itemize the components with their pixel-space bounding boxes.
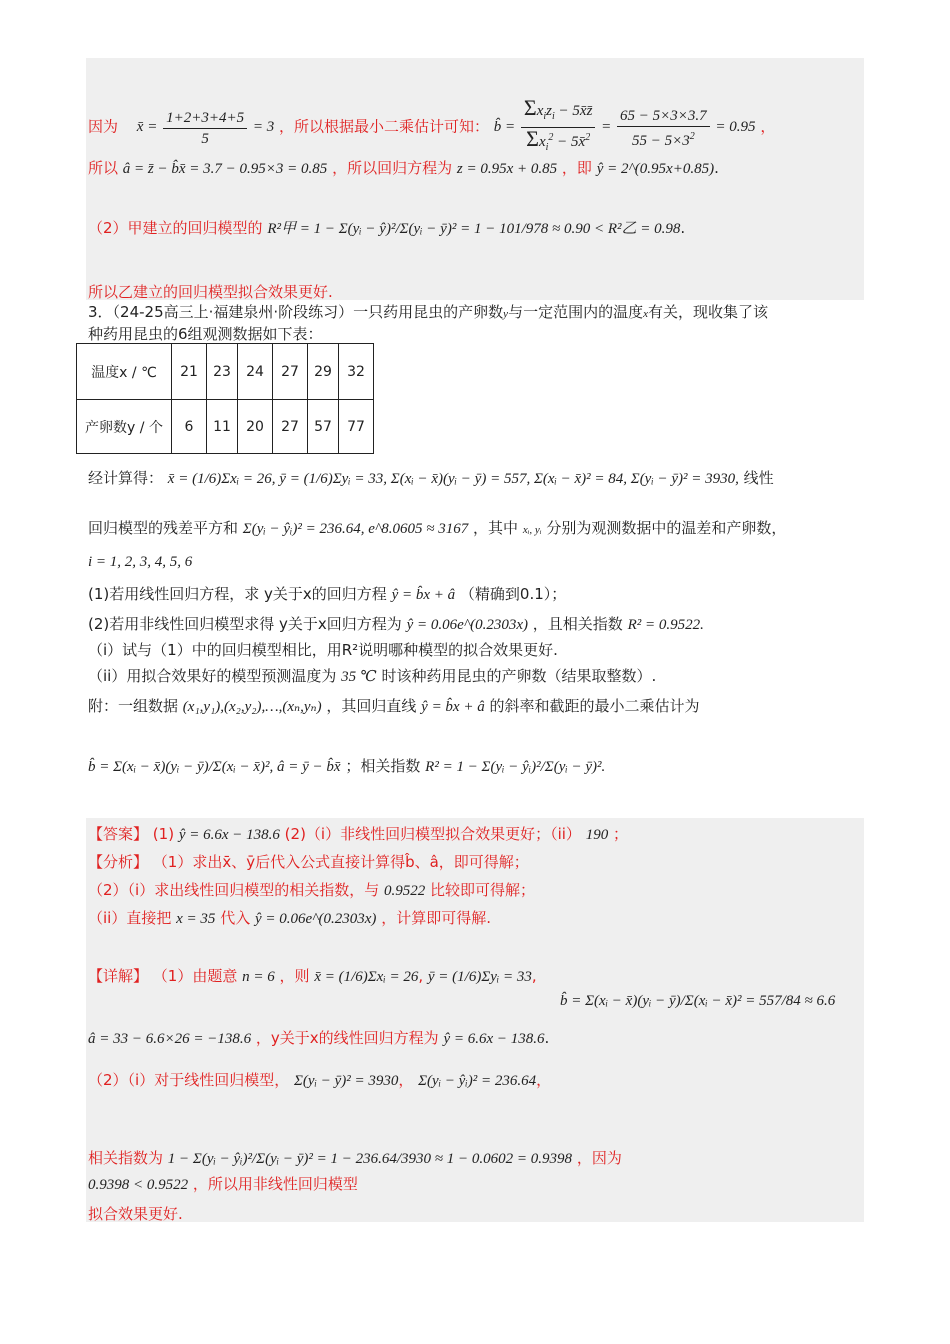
problem-text: 经计算得： — [88, 469, 164, 487]
problem-text: y关于x回归方程为 — [279, 615, 402, 633]
prev-solution-block — [86, 58, 864, 300]
observation-table — [76, 343, 374, 454]
analysis-text: （2）（i）求出线性回归模型的相关指数，与 — [88, 881, 380, 899]
problem-text: 时该种药用昆虫的产卵数（结果取整数）. — [381, 667, 657, 685]
detail-line-4b — [88, 1174, 358, 1195]
problem-text: 回归模型的残差平方和 — [88, 519, 239, 537]
question-2i: （i）试与（1）中的回归模型相比，用R²说明哪种模型的拟合效果更好. — [88, 641, 558, 659]
problem-text: 有关，现收集了该 — [647, 303, 768, 321]
prev-text: 所以 — [88, 159, 119, 177]
prev-text: （2）甲建立的回归模型的 — [88, 219, 263, 237]
answer-label: 【答案】 — [88, 825, 149, 843]
r2-comparison: R²甲 = 1 − Σ(yᵢ − ŷ)²/Σ(yᵢ − ȳ)² = 1 − 101/978 ≈ 0.90 < R²乙 = 0.98 — [267, 221, 681, 237]
answer-value: 190 — [585, 827, 609, 843]
detail-label: 【详解】 — [88, 967, 149, 985]
analysis-text: ，计算即可得解. — [381, 909, 491, 927]
table-cell: 23 — [207, 344, 238, 400]
linear-result: ŷ = 6.6x − 138.6 — [443, 1031, 545, 1047]
table-row-temperature — [77, 344, 374, 400]
residual-formula: Σ(yᵢ − ŷᵢ)² = 236.64, e^8.0605 ≈ 3167 — [242, 521, 469, 537]
nonlinear-model: ŷ = 0.06e^(0.2303x) — [406, 617, 528, 633]
answer-line — [88, 824, 628, 845]
table-row-label: 产卵数y / 个 — [77, 400, 172, 454]
ybar-value: ȳ = (1/6)Σyᵢ = 33 — [427, 969, 532, 985]
analysis-text: 代入 — [220, 909, 251, 927]
problem-text: （精确到0.1）； — [459, 585, 567, 603]
r2-linear: 1 − Σ(yᵢ − ŷᵢ)²/Σ(yᵢ − ȳ)² = 1 − 236.64/3930 ≈ 1 − 0.0602 = 0.9398 — [167, 1151, 573, 1167]
var-x: x — [643, 308, 648, 320]
problem-text: ，其回归直线 — [326, 697, 417, 715]
table-cell: 27 — [273, 344, 308, 400]
analysis-line-3 — [88, 908, 491, 929]
analysis-text: （ii）直接把 — [88, 909, 172, 927]
nonlinear-model: ŷ = 0.06e^(0.2303x) — [254, 911, 377, 927]
residual-vars: xᵢ, yᵢ — [522, 524, 542, 536]
question-2ii — [88, 666, 656, 687]
data-points: (x₁,y₁),(x₂,y₂),…,(xₙ,yₙ) — [182, 699, 322, 715]
linear-model: ŷ = b̂x + â — [391, 587, 456, 603]
correlation-index-formula: R² = 1 − Σ(yᵢ − ŷᵢ)²/Σ(yᵢ − ȳ)². — [425, 759, 606, 775]
answer-text: (1) — [152, 825, 175, 843]
table-cell: 32 — [339, 344, 374, 400]
xbar-value: x̄ = (1/6)Σxᵢ = 26 — [314, 969, 419, 985]
answer-equation: ŷ = 6.6x − 138.6 — [178, 827, 280, 843]
least-squares-formula: b̂ = Σ(xᵢ − x̄)(yᵢ − ȳ)/Σ(xᵢ − x̄)², â = ȳ − b̂x̄ — [88, 759, 341, 775]
prev-text: ，即 — [561, 159, 592, 177]
table-cell: 20 — [238, 400, 273, 454]
problem-text: (2)若用非线性回归模型求得 — [88, 615, 275, 633]
prev-text: 因为 — [88, 117, 119, 136]
prev-line-2: 所以 â = z̄ − b̂x̄ = 3.7 − 0.95×3 = 0.85 ，所以回归方程为 z = 0.95x + 0.85 ，即 ŷ = 2^(0.95x+0.85). — [88, 159, 719, 177]
problem-text: 与一定范围内的温度 — [508, 303, 644, 321]
detail-line-3: （2）（i）对于线性回归模型， Σ(yᵢ − ȳ)² = 3930， Σ(yᵢ − ŷᵢ)² = 236.64， — [88, 1071, 552, 1089]
residual-line — [88, 518, 786, 540]
analysis-line-1 — [88, 852, 529, 872]
sse-value: Σ(yᵢ − ŷᵢ)² = 236.64 — [418, 1073, 537, 1089]
problem-intro-2: 种药用昆虫的6组观测数据如下表： — [88, 325, 323, 343]
prev-line-3: （2）甲建立的回归模型的 R²甲 = 1 − Σ(yᵢ − ŷ)²/Σ(yᵢ − ȳ)² = 1 − 101/978 ≈ 0.90 < R²乙 = 0.98. — [88, 219, 686, 237]
problem-text: 附：一组数据 — [88, 697, 179, 715]
prev-line-1: 因为 x̄ = $\frac{1+2+3+4+5}{5}$ = 3 ，所以根据最小二乘估计可知： b̂ = $\frac{\Sigma x_iz_i - 5x̄z̄}{\Sigma x_i^2 - 5x̄^2}$ = $\frac{65 - 5\times 3\times 3.7}{55 - 5\times 3^2}$ = 0.95 ， — [88, 95, 776, 153]
problem-text: 的斜率和截距的最小二乘估计为 — [489, 697, 700, 715]
bhat-value: b̂ = Σ(xᵢ − x̄)(yᵢ − ȳ)/Σ(xᵢ − x̄)² = 557/84 ≈ 6.6 — [560, 993, 836, 1009]
question-1 — [88, 584, 566, 605]
appendix-line — [88, 696, 700, 717]
table-cell: 21 — [172, 344, 207, 400]
table-cell: 11 — [207, 400, 238, 454]
ahat-value: â = 33 − 6.6×26 = −138.6 — [88, 1031, 252, 1047]
problem-text: y关于x的回归方程 — [264, 585, 387, 603]
detail-bhat — [560, 990, 835, 1011]
index-line: i = 1, 2, 3, 4, 5, 6 — [88, 554, 193, 570]
answer-text: ； — [613, 825, 629, 843]
detail-text: ，因为 — [576, 1149, 622, 1167]
detail-text: （2）（i）对于线性回归模型， — [88, 1071, 290, 1089]
detail-text: ，所以用非线性回归模型 — [192, 1175, 358, 1193]
prev-line-4: 所以乙建立的回归模型拟合效果更好. — [88, 283, 333, 301]
problem-text: 线性 — [743, 469, 774, 487]
table-cell: 29 — [308, 344, 339, 400]
detail-text: （1）由题意 — [152, 967, 238, 985]
detail-text: 相关指数为 — [88, 1149, 164, 1167]
analysis-text: 比较即可得解； — [430, 881, 536, 899]
analysis-line-2 — [88, 880, 535, 901]
table-row-eggs — [77, 400, 374, 454]
prev-text: ，所以根据最小二乘估计可知： — [278, 117, 489, 136]
temperature-value: 35 ℃ — [341, 669, 377, 685]
xbar-formula: x̄ = $\frac{1+2+3+4+5}{5}$ = 3 — [136, 109, 275, 147]
r2-comparison: 0.9398 < 0.9522 — [88, 1177, 189, 1193]
analysis-text: （1）求出x̄、ȳ后代入公式直接计算得b̂、â，即可得解； — [152, 853, 529, 871]
problem-text: ；相关指数 — [345, 757, 421, 775]
formula-line — [88, 756, 605, 777]
var-y: y — [503, 308, 509, 320]
y-equation: ŷ = 2^(0.95x+0.85) — [596, 161, 715, 177]
question-2 — [88, 614, 704, 635]
stats-line — [88, 468, 774, 489]
analysis-label: 【分析】 — [88, 853, 149, 871]
bhat-formula: b̂ = $\frac{\Sigma x_iz_i - 5x̄z̄}{\Sigma x_i^2 - 5x̄^2}$ = $\frac{65 - 5\times 3\times 3.7}{55 - 5\times 3^2}$ = 0.95 — [493, 95, 756, 153]
problem-intro-1 — [88, 302, 768, 324]
prev-text: ，所以回归方程为 — [332, 159, 453, 177]
detail-line-5: 拟合效果更好. — [88, 1205, 183, 1223]
detail-text: ，y关于x的线性回归方程为 — [255, 1029, 439, 1047]
r2-value: R² = 0.9522. — [627, 617, 704, 633]
detail-line-2: â = 33 − 6.6×26 = −138.6 ，y关于x的线性回归方程为 ŷ = 6.6x − 138.6. — [88, 1029, 550, 1047]
threshold-value: 0.9522 — [384, 883, 426, 899]
detail-line-1: 【详解】 （1）由题意 n = 6 ，则 x̄ = (1/6)Σxᵢ = 26, ȳ = (1/6)Σyᵢ = 33, — [88, 967, 537, 985]
problem-text: 分别为观测数据中的温差和产卵数， — [546, 519, 787, 537]
problem-text: （ii）用拟合效果好的模型预测温度为 — [88, 667, 337, 685]
sst-value: Σ(yᵢ − ȳ)² = 3930 — [294, 1073, 399, 1089]
table-row-label: 温度x / ℃ — [77, 344, 172, 400]
table-cell: 77 — [339, 400, 374, 454]
problem-text: ，其中 — [473, 519, 519, 537]
detail-line-4 — [88, 1148, 622, 1169]
table-cell: 27 — [273, 400, 308, 454]
problem-text: (1)若用线性回归方程，求 — [88, 585, 260, 603]
x-value: x = 35 — [176, 911, 216, 927]
table-cell: 6 — [172, 400, 207, 454]
table-cell: 24 — [238, 344, 273, 400]
z-equation: z = 0.95x + 0.85 — [456, 161, 558, 177]
problem-text: ，且相关指数 — [532, 615, 623, 633]
detail-text: ，则 — [279, 967, 310, 985]
regression-line: ŷ = b̂x + â — [421, 699, 485, 715]
problem-text: 3．（24-25高三上·福建泉州·阶段练习）一只药用昆虫的产卵数 — [88, 303, 504, 321]
answer-text: (2)（i）非线性回归模型拟合效果更好；（ii） — [284, 825, 581, 843]
ahat-formula: â = z̄ − b̂x̄ = 3.7 − 0.95×3 = 0.85 — [122, 161, 328, 177]
n-value: n = 6 — [242, 969, 275, 985]
stats-formula: x̄ = (1/6)Σxᵢ = 26, ȳ = (1/6)Σyᵢ = 33, Σ(xᵢ − x̄)(yᵢ − ȳ) = 557, Σ(xᵢ − x̄)² = 84, Σ(yᵢ − ȳ)² = 3930, — [167, 471, 739, 487]
table-cell: 57 — [308, 400, 339, 454]
